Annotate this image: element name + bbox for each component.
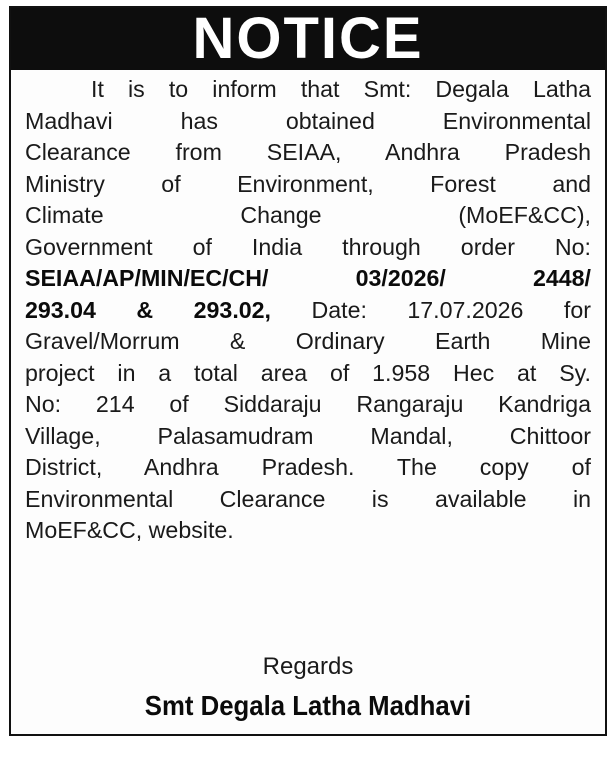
notice-line: It is to inform that Smt: Degala Latha [91, 76, 591, 102]
notice-box [9, 6, 607, 736]
notice-line: Village, Palasamudram Mandal, Chittoor [25, 422, 591, 449]
notice-line: No: 214 of Siddaraju Rangaraju Kandriga [25, 391, 591, 417]
notice-line: project in a total area of 1.958 Hec at Sy. [25, 359, 591, 386]
notice-line: Ministry of Environment, Forest and [25, 170, 591, 197]
notice-line: Madhavi has obtained Environmental [25, 107, 591, 134]
notice-title: NOTICE [11, 8, 605, 70]
order-date: Date: 17.07.2026 for [311, 296, 591, 323]
notice-line: Clearance from SEIAA, Andhra Pradesh [25, 139, 591, 165]
notice-line: District, Andhra Pradesh. The copy of [25, 454, 591, 480]
order-number-line: SEIAA/AP/MIN/EC/CH/ 03/2026/ 2448/ [25, 265, 591, 291]
regards-text: Regards [262, 653, 354, 680]
order-date-line [25, 295, 591, 327]
signature-name: Smt Degala Latha Madhavi [144, 690, 472, 721]
notice-line: Climate Change (MoEF&CC), [25, 202, 591, 228]
notice-line: Gravel/Morrum & Ordinary Earth Mine [25, 328, 591, 354]
order-number-continued: 293.04 & 293.02, [25, 296, 271, 323]
notice-line: Government of India through order No: [25, 233, 591, 260]
notice-line: MoEF&CC, website. [25, 517, 234, 543]
notice-body [25, 74, 591, 547]
notice-line: Environmental Clearance is available in [25, 485, 591, 512]
